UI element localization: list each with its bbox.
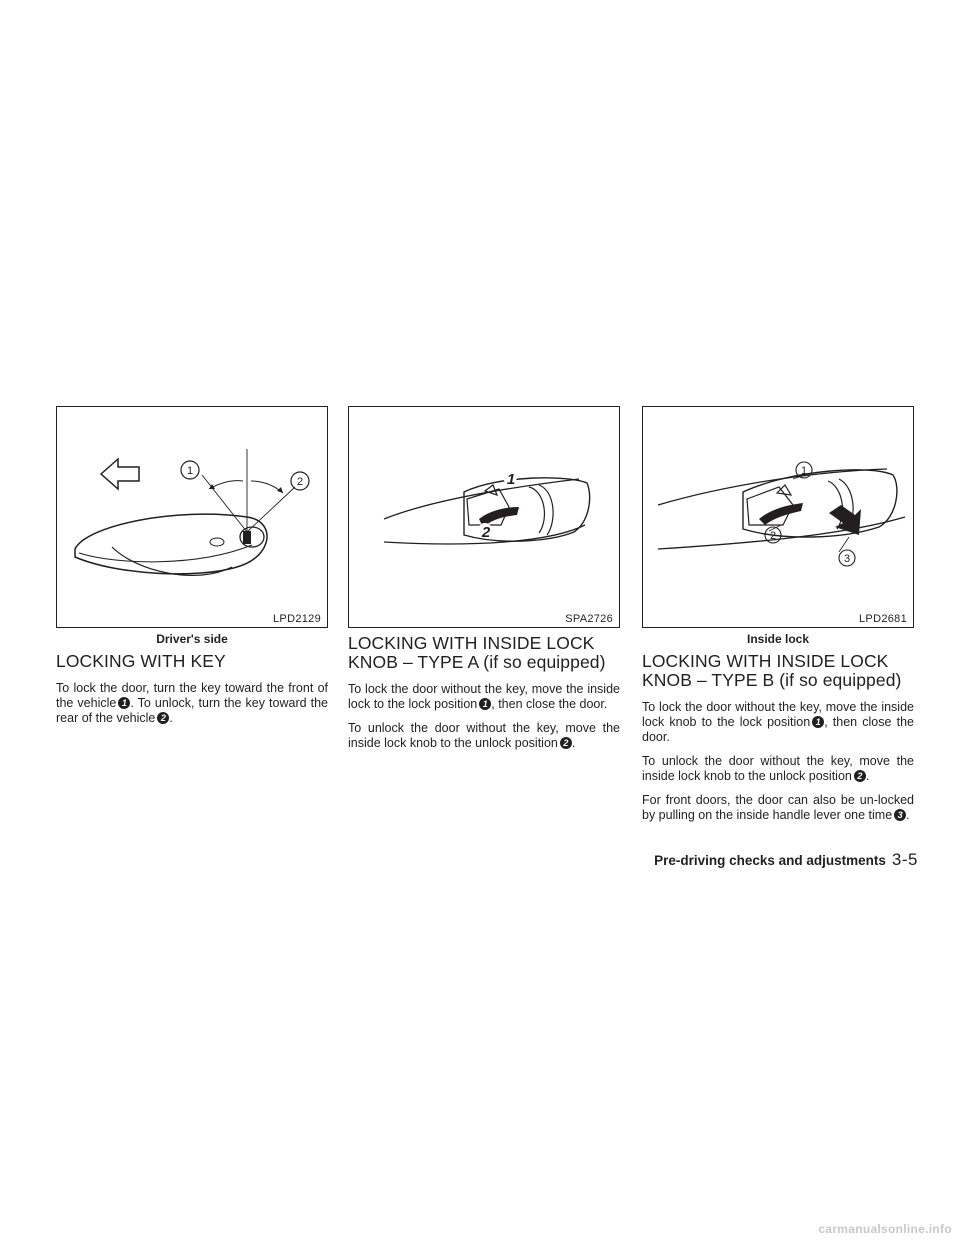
section-title: Pre-driving checks and adjustments <box>654 853 886 868</box>
body-paragraph: To lock the door without the key, move the inside lock knob to the lock position 1 , then close the door. <box>642 700 914 744</box>
callout-3: 3 <box>843 553 851 565</box>
number-badge: 2 <box>157 712 169 724</box>
column-locking-with-key <box>56 406 328 735</box>
body-paragraph: For front doors, the door can also be un-locked by pulling on the inside handle lever one time 3 . <box>642 793 914 822</box>
figure-code: LPD2129 <box>273 613 321 625</box>
number-badge: 1 <box>479 698 491 710</box>
front-arrow-icon <box>101 459 139 489</box>
section-heading: LOCKING WITH KEY <box>56 651 226 671</box>
body-paragraph: To unlock the door without the key, move the inside lock knob to the unlock position 2 . <box>642 754 914 783</box>
watermark: carmanualsonline.info <box>818 1222 952 1236</box>
column-inside-lock-type-b <box>642 406 914 832</box>
callout-2: 2 <box>481 524 491 541</box>
figure-code: SPA2726 <box>565 613 613 625</box>
page-footer <box>560 850 918 870</box>
callout-2: 2 <box>769 530 777 542</box>
section-heading: LOCKING WITH INSIDE LOCK KNOB – TYPE B (if so equipped) <box>642 651 902 690</box>
figure-caption: Inside lock <box>746 632 810 646</box>
number-badge: 3 <box>894 809 906 821</box>
callout-1: 1 <box>800 465 808 477</box>
section-heading: LOCKING WITH INSIDE LOCK KNOB – TYPE A (if so equipped) <box>348 633 606 672</box>
door-handle-illustration <box>57 407 327 627</box>
figure-inside-lock-a <box>348 406 620 628</box>
callout-1: 1 <box>186 465 194 477</box>
number-badge: 1 <box>812 716 824 728</box>
number-badge: 1 <box>118 697 130 709</box>
body-paragraph: To lock the door, turn the key toward the front of the vehicle 1 . To unlock, turn the key toward the rear of the vehicle 2 . <box>56 681 328 725</box>
body-paragraph: To lock the door without the key, move the inside lock to the lock position 1 , then close the door. <box>348 682 620 711</box>
number-badge: 2 <box>560 737 572 749</box>
body-paragraph: To unlock the door without the key, move the inside lock knob to the unlock position 2 . <box>348 721 620 750</box>
page-number: 3-5 <box>891 850 918 869</box>
figure-caption: Driver's side <box>156 632 228 646</box>
callout-1: 1 <box>506 471 516 488</box>
number-badge: 2 <box>854 770 866 782</box>
inside-lock-illustration <box>349 407 619 627</box>
column-inside-lock-type-a <box>348 406 620 760</box>
callout-2: 2 <box>296 476 304 488</box>
figure-inside-lock-b <box>642 406 914 628</box>
inside-lock-illustration <box>643 407 913 627</box>
figure-door-key <box>56 406 328 628</box>
figure-code: LPD2681 <box>859 613 907 625</box>
